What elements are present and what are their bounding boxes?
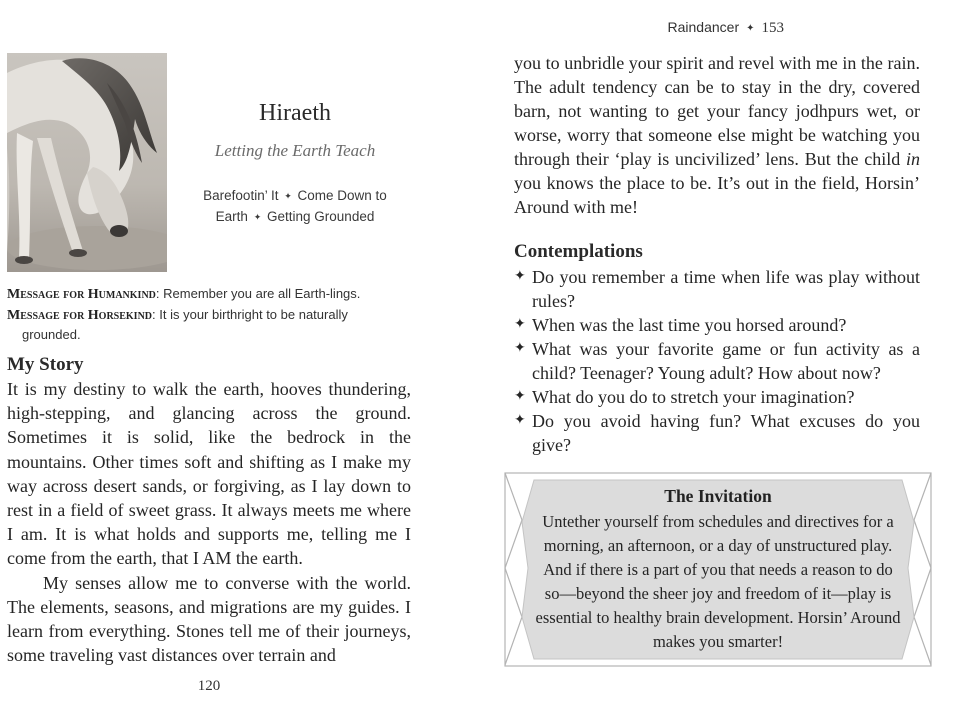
running-head-title: Raindancer — [667, 19, 740, 35]
keyword-text: Come Down to — [297, 188, 387, 203]
keywords-line-2 — [186, 207, 404, 228]
invitation-title: The Invitation — [664, 486, 772, 506]
star-bullet-icon: ✦ — [514, 389, 526, 404]
keyword-text: Barefootin’ It — [203, 188, 279, 203]
chapter-keywords — [186, 186, 404, 228]
invitation-body: Untether yourself from schedules and directives for a morning, an afternoon, or a day of unstructured play. And if there is a part of you that needs a reason to do so—beyond the sheer joy and freedom of it—play is essential to healthy brain development. Horsin’ Around makes you smarter! — [535, 512, 901, 651]
message-humankind-label: Message for Humankind — [7, 287, 156, 302]
chapter-subtitle: Letting the Earth Teach — [214, 141, 376, 160]
story-paragraph: My senses allow me to converse with the world. The elements, seasons, and migrations are my guides. I learn from everything. Stones tell me of their journeys, some traveling vast distances over terrain and — [7, 572, 411, 666]
star-separator-icon: ✦ — [746, 23, 755, 34]
list-item — [514, 265, 920, 313]
right-page — [482, 0, 963, 714]
star-separator-icon: ✦ — [284, 191, 292, 201]
keyword-text: Getting Grounded — [267, 209, 375, 224]
message-horsekind-text: It is your birthright to be naturally — [159, 306, 348, 322]
section-heading-my-story: My Story — [7, 354, 84, 375]
story-continued — [514, 51, 920, 219]
message-horsekind-label: Message for Horsekind — [7, 307, 153, 323]
star-separator-icon: ✦ — [253, 212, 262, 222]
list-item-text: What do you do to stretch your imagination? — [532, 387, 855, 407]
list-item — [514, 385, 920, 409]
page-number: 120 — [197, 678, 221, 694]
story-text — [7, 377, 411, 667]
message-horsekind: Message for Horsekind: It is your birthright to be naturally — [7, 306, 348, 323]
story-emphasis: in — [905, 149, 920, 169]
horse-photo — [7, 53, 167, 272]
list-item-text: Do you avoid having fun? What excuses do you give? — [532, 411, 920, 455]
story-text-part: you to unbridle your spirit and revel with me in the rain. The adult tendency can be to stay in the dry, covered barn, not wanting to get your fancy jodhpurs wet, or worse, worry that someone else might be watching you through their ‘play is uncivilized’ lens. But the child — [514, 53, 920, 169]
story-paragraph — [514, 51, 920, 219]
message-humankind-text: Remember you are all Earth-lings. — [163, 286, 361, 301]
messages-block — [7, 284, 407, 345]
horse-grazing-illustration — [7, 53, 167, 272]
chapter-title: Hiraeth — [259, 100, 331, 126]
list-item — [514, 337, 920, 385]
list-item — [514, 313, 920, 337]
page-number: 153 — [761, 20, 784, 36]
star-bullet-icon: ✦ — [514, 341, 526, 356]
message-horsekind-continued: grounded. — [22, 327, 81, 342]
list-item — [514, 409, 920, 457]
keyword-text: Earth — [215, 209, 248, 224]
story-text-part: you knows the place to be. It’s out in the field, Horsin’ Around with me! — [514, 173, 920, 217]
list-item-text: What was your favorite game or fun activity as a child? Teenager? Young adult? How about now? — [532, 339, 920, 383]
story-paragraph: It is my destiny to walk the earth, hooves thundering, high-stepping, and glancing across the ground. Sometimes it is solid, like the bedrock in the mountains. Other times soft and shifting as I make my way across desert sands, or forgiving, as I lay down to rest in a field of sweet grass. It always meets me where I am. It is what holds and supports me, telling me I come from the earth, that I AM the earth. — [7, 379, 411, 569]
section-heading-contemplations: Contemplations — [514, 241, 643, 262]
list-item-text: Do you remember a time when life was play without rules? — [532, 267, 920, 311]
star-bullet-icon: ✦ — [514, 269, 526, 284]
running-head — [668, 19, 785, 37]
contemplations-list — [514, 265, 920, 457]
list-item-text: When was the last time you horsed around? — [532, 315, 847, 335]
keywords-line-1 — [186, 186, 404, 207]
star-bullet-icon: ✦ — [514, 413, 526, 428]
star-bullet-icon: ✦ — [514, 317, 526, 332]
message-humankind: Message for Humankind: Remember you are all Earth-lings. — [7, 286, 361, 302]
